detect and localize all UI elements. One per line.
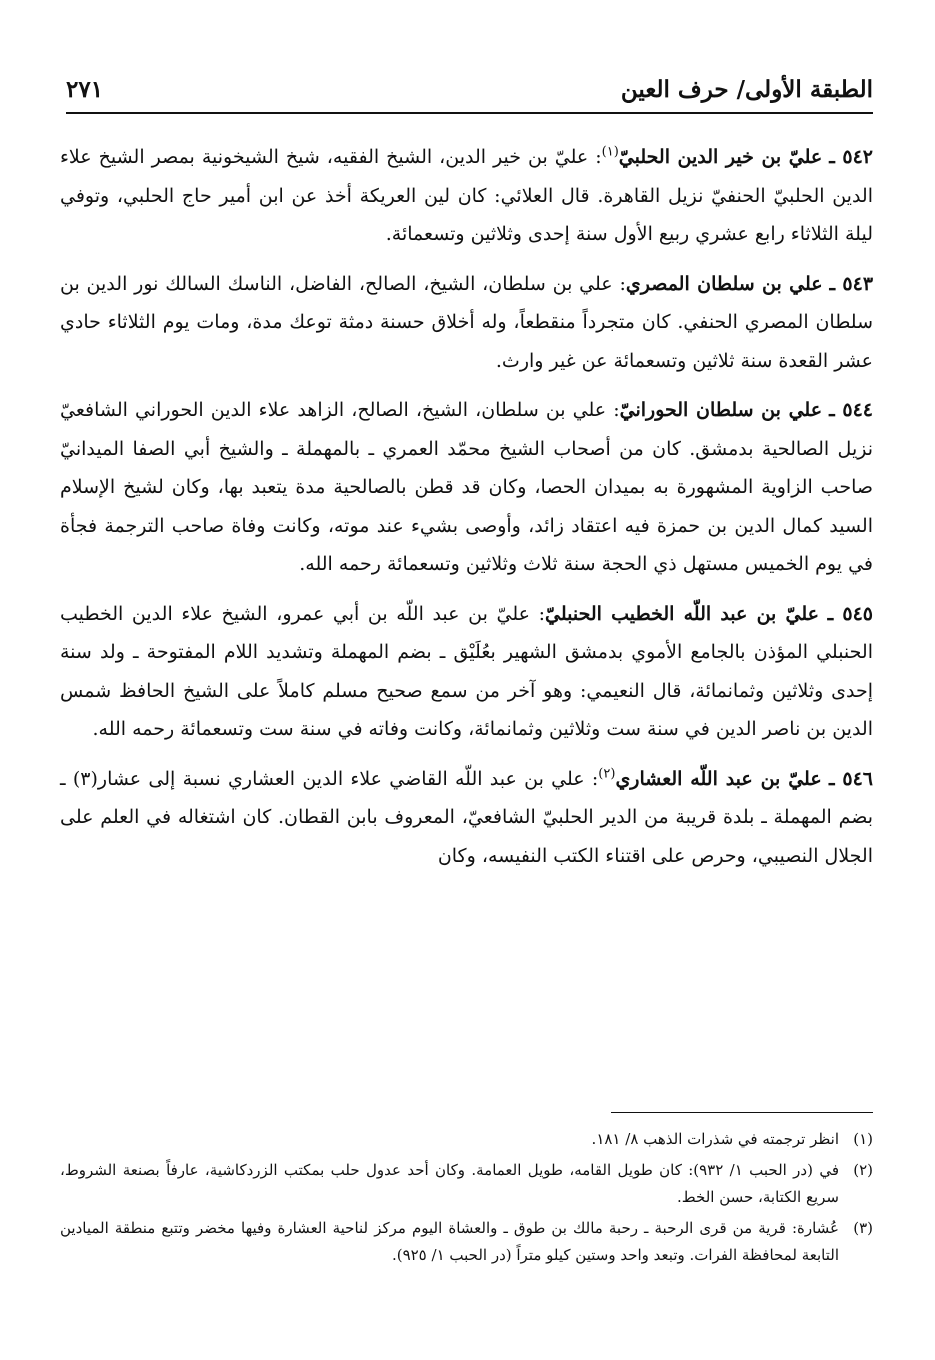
entry-number: ٥٤٥ ـ	[827, 602, 873, 625]
entry-543	[60, 265, 873, 381]
entry-name: عليّ بن عبد اللّه العشاري	[615, 767, 822, 790]
footnote-number: (١)	[853, 1130, 873, 1148]
body-text	[60, 138, 873, 886]
entry-name: عليّ بن عبد اللّه الخطيب الحنبليّ	[544, 602, 819, 625]
entry-number: ٥٤٦ ـ	[828, 767, 873, 790]
entry-544	[60, 391, 873, 584]
footnote	[60, 1157, 873, 1211]
footnote-marker: (١)	[601, 144, 619, 160]
entry-number: ٥٤٣ ـ	[829, 272, 874, 295]
entry-text: : علي بن عبد اللّه القاضي علاء الدين العشاري نسبة إلى عشار(٣) ـ بضم المهملة ـ بلدة قريبة من الدير الحلبيّ الشافعيّ، المعروف بابن القطان. كان اشتغاله في العلم على الجلال النصيبي، وحرص على اقتناء الكتب النفيسه، وكان	[60, 767, 873, 867]
footnote	[60, 1215, 873, 1269]
entry-name: عليّ بن خير الدين الحلبيّ	[618, 146, 823, 168]
footnote-text: في (در الحبب ١/ ٩٣٢): كان طويل القامه، طويل العمامة. وكان أحد عدول حلب بمكتب الزردكاشية، عارفاً بصنعة الشروط، سريع الكتابة، حسن الخط.	[60, 1161, 839, 1206]
footnote-divider	[611, 1112, 873, 1113]
entry-number: ٥٤٢ ـ	[829, 146, 873, 168]
footnote-number: (٣)	[853, 1219, 873, 1237]
footnotes	[60, 1126, 873, 1273]
running-header	[66, 66, 873, 106]
header-title: الطبقة الأولى/ حرف العين	[620, 76, 873, 103]
footnote-text: عُشارة: قرية من قرى الرحبة ـ رحبة مالك بن طوق ـ والعشاة اليوم مركز لناحية العشارة وفيها مخضر وتتبع منطقة الميادين التابعة لمحافظة الفرات. وتبعد واحد وستين كيلو متراً (در الحبب ١/ ٩٢٥).	[60, 1219, 839, 1264]
entry-text: : علي بن سلطان، الشيخ، الصالح، الزاهد علاء الدين الحوراني الشافعيّ نزيل الصالحية بدمشق. كان من أصحاب الشيخ محمّد العمري ـ بالمهملة ـ والشيخ أبي الصفا الميدانيّ صاحب الزاوية المشهورة به بميدان الحصا، وكان قد قطن بالصالحية مدة يتعبد بها، وكان لشيخ الإسلام السيد كمال الدين بن حمزة فيه اعتقاد زائد، وأوصى بشيء عند موته، وكانت وفاة صاحب الترجمة فجأة في يوم الخميس مستهل ذي الحجة سنة ثلاث وثلاثين وتسعمائة رحمه الله.	[60, 399, 873, 575]
entry-545	[60, 595, 873, 749]
entry-name: علي بن سلطان الحورانيّ	[619, 399, 823, 421]
entry-542	[60, 138, 873, 254]
footnote-text: انظر ترجمته في شذرات الذهب ٨/ ١٨١.	[591, 1130, 839, 1148]
page-number: ٢٧١	[66, 76, 104, 103]
entry-name: علي بن سلطان المصري	[625, 272, 823, 295]
entry-number: ٥٤٤ ـ	[829, 399, 874, 421]
entry-text: : عليّ بن خير الدين، الشيخ الفقيه، شيخ الشيخونية بمصر الشيخ علاء الدين الحلبيّ الحنفيّ نزيل القاهرة. قال العلائي: كان لين العريكة أخذ عن ابن أمير حاج الحلبي، وتوفي ليلة الثلاثاء رابع عشري ربيع الأول سنة إحدى وثلاثين وتسعمائة.	[60, 146, 873, 245]
header-divider	[66, 112, 873, 114]
entry-text: : عليّ بن عبد اللّه بن أبي عمرو، الشيخ علاء الدين الخطيب الحنبلي المؤذن بالجامع الأموي بدمشق الشهير بعُلَيْق ـ بضم المهملة وتشديد اللام المفتوحة ـ ولد سنة إحدى وثلاثين وثمانمائة، قال النعيمي: وهو آخر من سمع صحيح مسلم كاملاً على الشيخ الحافظ شمس الدين بن ناصر الدين في سنة ست وثلاثين وثمانمائة، وكانت وفاته في سنة ست وتسعمائة رحمه الله.	[60, 602, 873, 740]
entry-text: : علي بن سلطان، الشيخ، الصالح، الفاضل، الناسك السالك نور الدين بن سلطان المصري الحنفي. كان متجرداً منقطعاً، وله أخلاق حسنة دمثة توعك مدة، ومات يوم الثلاثاء حادي عشر القعدة سنة ثلاثين وتسعمائة عن غير وارث.	[60, 272, 873, 372]
footnote	[60, 1126, 873, 1153]
footnote-number: (٢)	[853, 1161, 873, 1179]
entry-546	[60, 760, 873, 876]
footnote-marker: (٢)	[598, 766, 616, 782]
